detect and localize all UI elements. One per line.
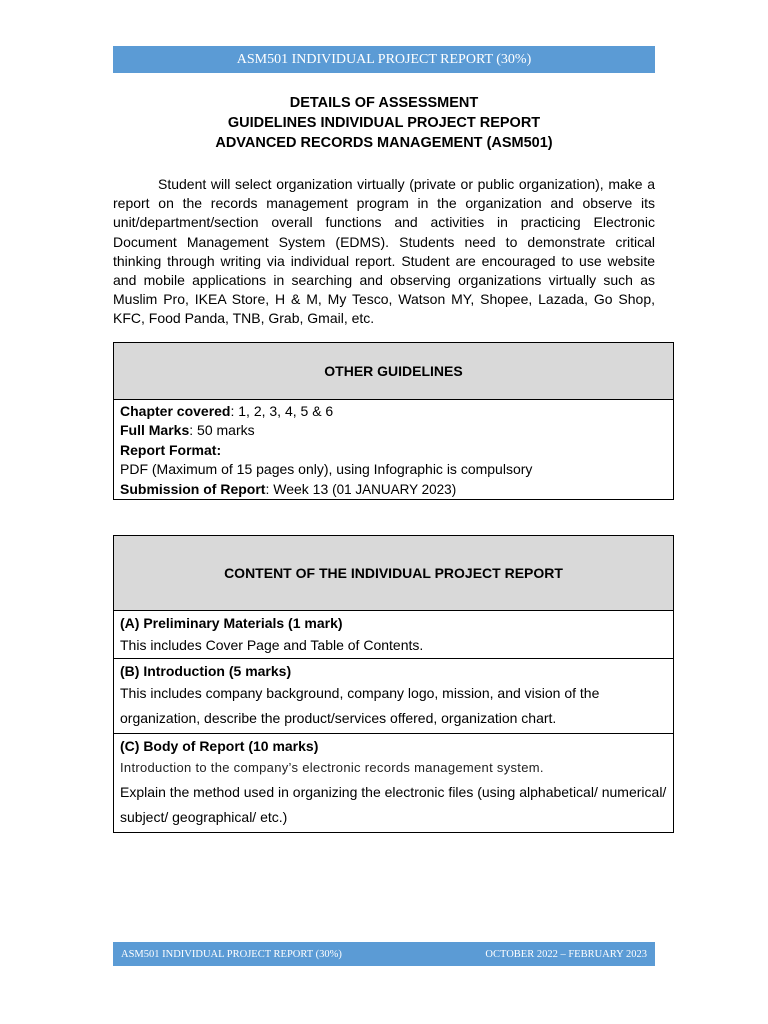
footer-right: OCTOBER 2022 – FEBRUARY 2023: [485, 948, 647, 960]
other-guidelines-body: [114, 400, 673, 501]
other-guidelines-table: [113, 342, 674, 500]
footer-banner: [113, 942, 655, 966]
title-guidelines: GUIDELINES INDIVIDUAL PROJECT REPORT: [227, 115, 541, 131]
section-preliminary: [114, 611, 673, 659]
chapter-covered-row: Chapter covered: 1, 2, 3, 4, 5 & 6: [120, 403, 334, 419]
section-b-text: This includes company background, company logo, mission, and vision of the organization, describe the product/services offered, organization chart.: [120, 685, 600, 726]
section-body: [114, 734, 673, 829]
content-table: [113, 535, 674, 833]
document-titles: [113, 93, 655, 153]
submission-row: Submission of Report: Week 13 (01 JANUARY 2023): [120, 480, 457, 497]
report-format-value: PDF (Maximum of 15 pages only), using Infographic is compulsory: [120, 461, 533, 478]
section-introduction: [114, 659, 673, 734]
other-guidelines-heading: OTHER GUIDELINES: [114, 343, 673, 400]
intro-paragraph: Student will select organization virtually (private or public organization), make a report on the records management program in the organization and observe its unit/department/section overall functions and activities in practicing Electronic Document Management System (EDMS). Students need to demonstrate critical thinking through writing via individual report. Student are encouraged to use website and mobile applications in searching and observing organizations virtually such as Muslim Pro, IKEA Store, H & M, My Tesco, Watson MY, Shopee, Lazada, Go Shop, KFC, Food Panda, TNB, Grab, Gmail, etc.: [113, 176, 655, 327]
full-marks-row: Full Marks: 50 marks: [120, 422, 255, 439]
header-banner: ASM501 INDIVIDUAL PROJECT REPORT (30%): [113, 46, 655, 73]
content-heading: CONTENT OF THE INDIVIDUAL PROJECT REPORT: [114, 536, 673, 611]
submission-date: (01 JANUARY 2023): [332, 481, 457, 497]
title-course: ADVANCED RECORDS MANAGEMENT (ASM501): [215, 135, 553, 151]
footer-left: ASM501 INDIVIDUAL PROJECT REPORT (30%): [121, 948, 342, 960]
section-a-title: (A) Preliminary Materials (1 mark): [120, 615, 343, 631]
title-details: DETAILS OF ASSESSMENT: [289, 95, 479, 111]
section-c-text-2: Explain the method used in organizing the electronic files (using alphabetical/ numerical/ subject/ geographical/ etc.): [120, 784, 667, 825]
report-format-label: Report Format:: [120, 441, 222, 458]
section-a-text: This includes Cover Page and Table of Contents.: [120, 637, 424, 653]
section-b-title: (B) Introduction (5 marks): [120, 663, 292, 679]
section-c-text-1: Introduction to the company’s electronic records management system.: [120, 760, 544, 775]
section-c-title: (C) Body of Report (10 marks): [120, 738, 319, 754]
